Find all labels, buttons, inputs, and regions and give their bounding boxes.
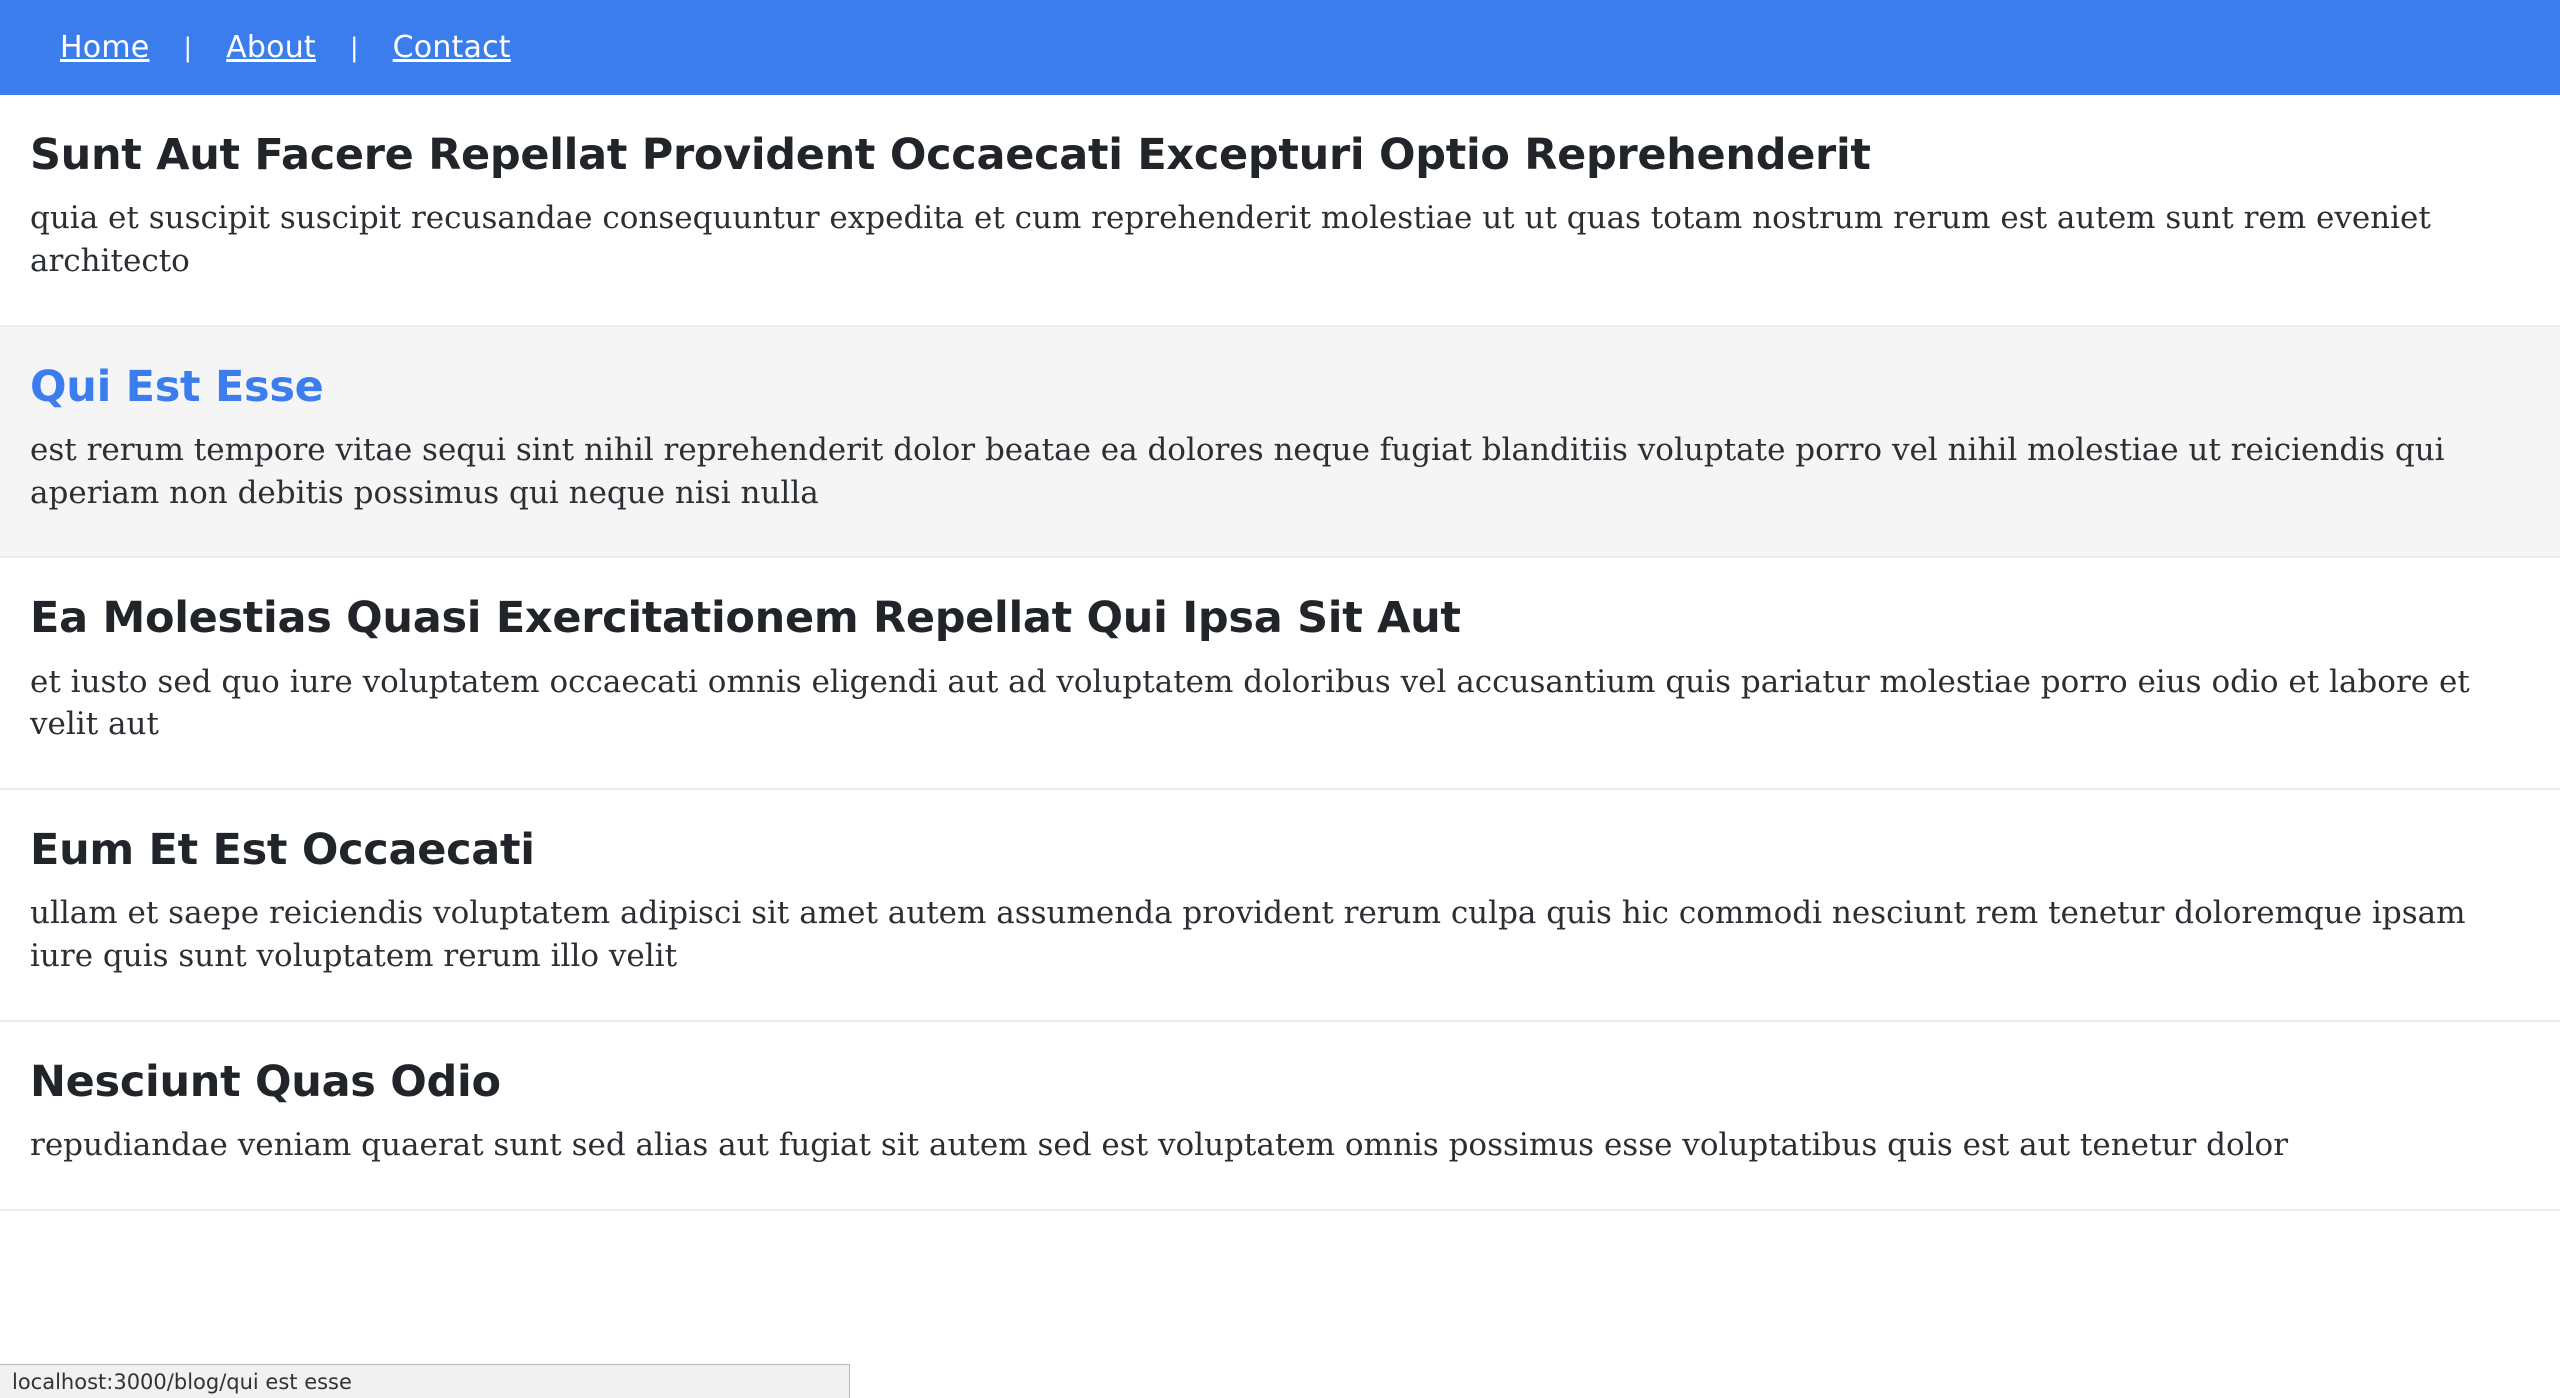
post-title[interactable]: Qui Est Esse: [30, 361, 324, 412]
nav-link-contact[interactable]: Contact: [392, 30, 511, 65]
post-item[interactable]: [0, 558, 2560, 790]
post-list: [0, 95, 2560, 1211]
post-body: repudiandae veniam quaerat sunt sed alias aut fugiat sit autem sed est voluptatem omnis possimus esse voluptatibus quis est aut tenetur dolor: [30, 1126, 2289, 1163]
post-title[interactable]: Nesciunt Quas Odio: [30, 1056, 501, 1107]
post-body: est rerum tempore vitae sequi sint nihil reprehenderit dolor beatae ea dolores neque fugiat blanditiis voluptate porro vel nihil molestiae ut reiciendis qui aperiam non debitis possimus qui neque nisi nulla: [30, 431, 2445, 511]
post-item[interactable]: [0, 1022, 2560, 1211]
nav-link-about[interactable]: About: [226, 30, 316, 65]
post-title[interactable]: Eum Et Est Occaecati: [30, 825, 535, 876]
post-body: quia et suscipit suscipit recusandae consequuntur expedita et cum reprehenderit molestiae ut ut quas totam nostrum rerum est autem sunt rem eveniet architecto: [30, 200, 2431, 279]
status-bar-link-preview: [0, 1364, 850, 1398]
post-body: et iusto sed quo iure voluptatem occaecati omnis eligendi aut ad voluptatem doloribus vel accusantium quis pariatur molestiae porro eius odio et labore et velit aut: [30, 663, 2470, 743]
post-body: ullam et saepe reiciendis voluptatem adipisci sit amet autem assumenda provident rerum culpa quis hic commodi nesciunt rem tenetur doloremque ipsam iure quis sunt voluptatem rerum illo velit: [30, 895, 2466, 974]
post-item[interactable]: [0, 95, 2560, 327]
post-item[interactable]: [0, 790, 2560, 1022]
post-item[interactable]: [0, 327, 2560, 559]
post-title[interactable]: Sunt Aut Facere Repellat Provident Occaecati Excepturi Optio Reprehenderit: [30, 130, 1871, 180]
nav-separator-1: |: [183, 32, 193, 63]
post-title[interactable]: Ea Molestias Quasi Exercitationem Repellat Qui Ipsa Sit Aut: [30, 593, 1461, 644]
status-bar-url: localhost:3000/blog/qui est esse: [12, 1369, 352, 1394]
navbar: [0, 0, 2560, 95]
nav-separator-2: |: [349, 32, 359, 63]
nav-link-home[interactable]: Home: [60, 30, 150, 65]
